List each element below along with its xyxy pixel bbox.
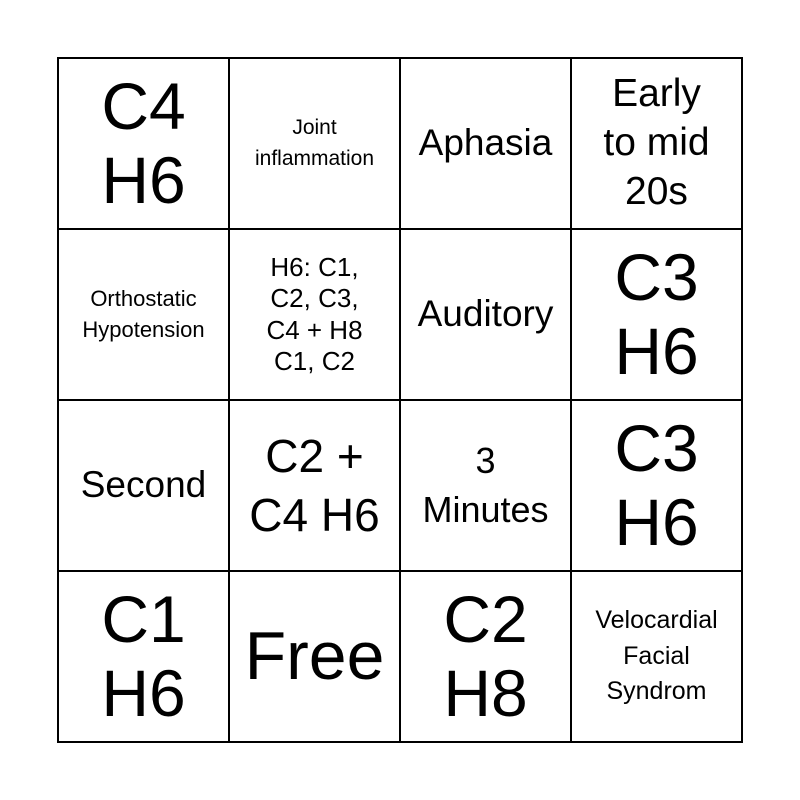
bingo-cell-r1c3[interactable] — [401, 59, 572, 230]
cell-text: C4 H6 — [101, 68, 186, 217]
bingo-cell-r1c1[interactable] — [59, 59, 230, 230]
bingo-card — [57, 57, 743, 743]
cell-text: C2 H8 — [443, 581, 528, 730]
bingo-cell-r1c2[interactable] — [230, 59, 401, 230]
cell-text: C3 H6 — [614, 239, 699, 388]
free-space-text: Free — [244, 618, 385, 695]
bingo-cell-r2c1[interactable] — [59, 230, 230, 401]
cell-text: C2 + C4 H6 — [249, 429, 380, 541]
bingo-cell-r3c1[interactable] — [59, 401, 230, 572]
cell-text: Aphasia — [418, 122, 553, 164]
bingo-cell-r4c3[interactable] — [401, 572, 572, 743]
bingo-cell-r2c3[interactable] — [401, 230, 572, 401]
cell-text: C3 H6 — [614, 410, 699, 559]
cell-text: C1 H6 — [101, 581, 186, 730]
cell-text: Joint inflammation — [254, 116, 375, 170]
cell-text: Second — [80, 464, 207, 506]
cell-text: Auditory — [417, 293, 554, 335]
bingo-cell-r2c4[interactable] — [572, 230, 743, 401]
cell-text: Orthostatic Hypotension — [82, 286, 205, 342]
bingo-cell-r2c2[interactable] — [230, 230, 401, 401]
bingo-cell-r4c1[interactable] — [59, 572, 230, 743]
bingo-cell-r3c2[interactable] — [230, 401, 401, 572]
cell-text: H6: C1, C2, C3, C4 + H8 C1, C2 — [266, 252, 363, 376]
bingo-cell-r3c3[interactable] — [401, 401, 572, 572]
bingo-cell-r1c4[interactable] — [572, 59, 743, 230]
bingo-cell-free[interactable] — [230, 572, 401, 743]
bingo-cell-r4c4[interactable] — [572, 572, 743, 743]
cell-text: Velocardial Facial Syndrom — [595, 606, 718, 706]
cell-text: 3 Minutes — [422, 439, 549, 530]
bingo-cell-r3c4[interactable] — [572, 401, 743, 572]
cell-text: Early to mid 20s — [603, 72, 710, 213]
